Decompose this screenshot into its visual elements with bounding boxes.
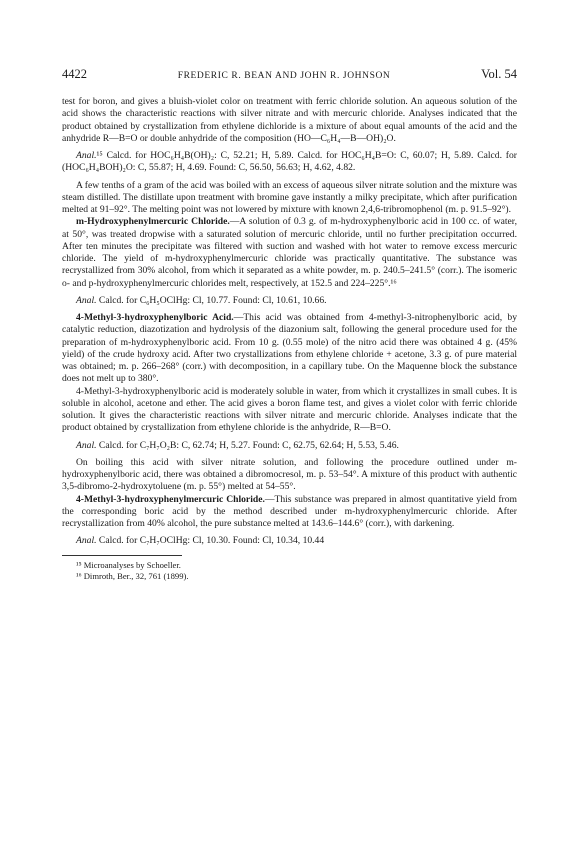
article-body — [62, 96, 517, 582]
anal-label: Anal. — [76, 535, 97, 547]
analysis-line: Anal. Calcd. for C₇H₇OClHg: Cl, 10.30. Found: Cl, 10.34, 10.44 — [76, 535, 325, 547]
paragraph: test for boron, and gives a bluish-violet color on treatment with ferric chloride solution. An aqueous solution of the acid shows the characteristic reactions with silver nitrate and with mercuric chloride. Analyses indicated that the product obtained by crystallization from ethylene dichloride is a mixture of about equal amounts of the acid and the anhydride R—B=O or double anhydride of the composition (HO—C₆H₄—B—OH)₂O. — [62, 96, 517, 144]
running-title: FREDERIC R. BEAN AND JOHN R. JOHNSON — [177, 71, 391, 81]
anal-label: Anal. — [76, 439, 97, 451]
section-heading: 4-Methyl-3-hydroxyphenylboric Acid. — [76, 312, 234, 323]
analysis-line: Anal. Calcd. for C₇H₇O₂B: C, 62.74; H, 5.27. Found: C, 62.75, 62.64; H, 5.53, 5.46. — [76, 439, 399, 451]
section-paragraph: 4-Methyl-3-hydroxyphenylmercuric Chloride.—This substance was prepared in almost quantitative yield from the corresponding boric acid by the method described under m-hydroxyphenylmercuric chloride. After recrystallization from 40% alcohol, the pure substance melted at 143.6–144.6° (corr.), with darkening. — [62, 493, 517, 529]
footnote: ¹⁵ Microanalyses by Schoeller. — [76, 559, 181, 570]
section-heading: 4-Methyl-3-hydroxyphenylmercuric Chloride. — [76, 493, 265, 505]
footnote-rule — [62, 555, 182, 556]
footnote: ¹⁶ Dimroth, Ber., 32, 761 (1899). — [76, 570, 189, 581]
section-paragraph: m-Hydroxyphenylmercuric Chloride.—A solution of 0.3 g. of m-hydroxyphenylboric acid in 100 cc. of water, at 50°, was treated dropwise with a saturated solution of mercuric chloride, until no further precipitation occurred. After ten minutes the precipitate was filtered with suction and washed with hot water to remove excess mercuric chloride. The yield of m-hydroxyphenylmercuric chloride was practically quantitative. The substance was recrystallized from 30% alcohol, from which it separated as a white powder, m. p. 240.5–241.5° (corr.). The isomeric o- and p-hydroxyphenylmercuric chlorides melt, respectively, at 152.5 and 224–225°.¹⁶ — [62, 216, 517, 289]
analysis-line: Anal. Calcd. for C₆H₅OClHg: Cl, 10.77. Found: Cl, 10.61, 10.66. — [76, 294, 327, 306]
page-number: 4422 — [62, 67, 87, 81]
analysis-line: Anal.¹⁵ Calcd. for HOC₆H₄B(OH)₂: C, 52.21; H, 5.89. Calcd. for HOC₆H₄B=O: C, 60.07; H, 5.89. Calcd. for (HOC₆H₄BOH)₂O: C, 55.87; H, 4.69. Found: C, 56.50, 56.63; H, 4.62, 4.82. — [62, 150, 517, 174]
anal-label: Anal. — [76, 150, 97, 161]
section-paragraph: 4-Methyl-3-hydroxyphenylboric Acid.—This acid was obtained from 4-methyl-3-nitrophenylboric acid, by catalytic reduction, diazotization and hydrolysis of the diazonium salt, following the general procedure used for the preparation of m-hydroxyphenylboric acid. From 10 g. (0.55 mole) of the nitro acid there was obtained 4 g. (45% yield) of the crude hydroxy acid. After two crystallizations from ethylene chloride + acetone, 3.3 g. of pure material was obtained; m. p. 266–268° (corr.) with decomposition, in a capillary tube. On the Maquenne block the substance does not melt up to 380°. — [62, 312, 517, 385]
paragraph: On boiling this acid with silver nitrate solution, and following the procedure outlined under m-hydroxyphenylboric acid, there was obtained a dibromocresol, m. p. 53–54°. A mixture of this product with authentic 3,5-dibromo-2-hydroxytoluene (m. p. 55°) melted at 54–55°. — [62, 456, 517, 493]
paragraph: A few tenths of a gram of the acid was boiled with an excess of aqueous silver nitrate solution and the mixture was steam distilled. The distillate upon treatment with bromine gave instantly a milky precipitate, which after purification melted at 91–92°. The melting point was not lowered by mixture with known 2,4,6-tribromophenol (m. p. 91.5–92°). — [62, 179, 517, 215]
page-header — [62, 67, 517, 82]
anal-label: Anal. — [76, 294, 97, 306]
paragraph: 4-Methyl-3-hydroxyphenylboric acid is moderately soluble in water, from which it crystallizes in small cubes. It is soluble in alcohol, acetone and ether. The acid gives a boron flame test, and gives a violet color with ferric chloride solution. It gives the characteristic reactions with silver nitrate and mercuric chloride. Analyses indicate that the product obtained by crystallization from ethylene chloride is the anhydride, R—B=O. — [62, 385, 517, 434]
volume-label: Vol. 54 — [481, 67, 517, 81]
section-heading: m-Hydroxyphenylmercuric Chloride. — [76, 216, 230, 228]
